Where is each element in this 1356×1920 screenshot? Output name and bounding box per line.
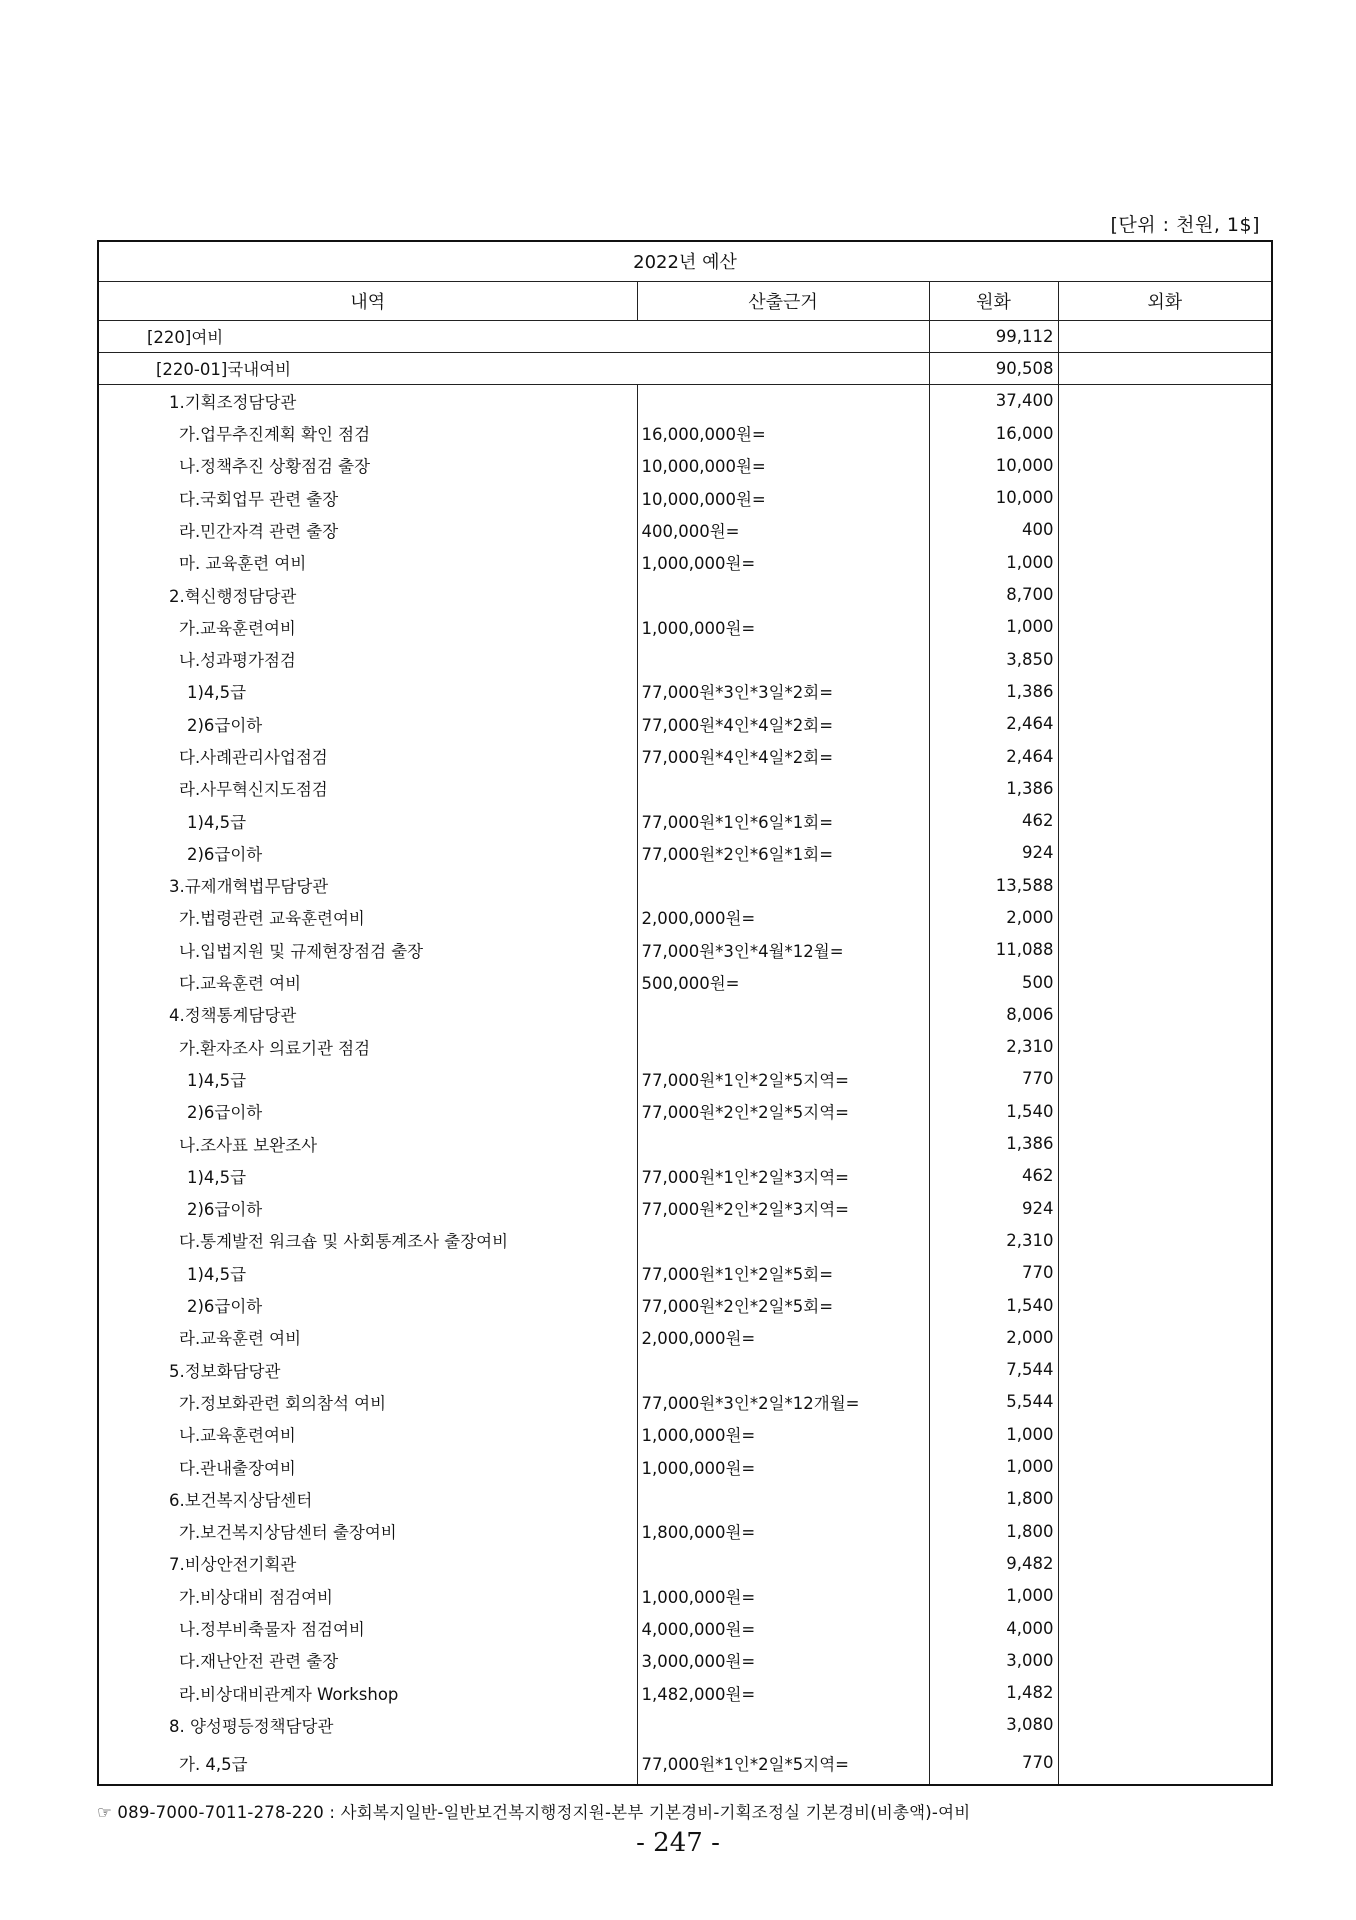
table-row bbox=[98, 1450, 1272, 1482]
row-basis: 10,000,000원= bbox=[637, 481, 929, 513]
row-foreign bbox=[1058, 966, 1272, 998]
table-row bbox=[98, 934, 1272, 966]
row-basis: 77,000원*1인*2일*5지역= bbox=[637, 1741, 929, 1785]
row-krw: 90,508 bbox=[929, 352, 1058, 384]
row-foreign bbox=[1058, 1386, 1272, 1418]
row-krw: 1,540 bbox=[929, 1095, 1058, 1127]
row-basis: 1,000,000원= bbox=[637, 611, 929, 643]
row-krw: 1,386 bbox=[929, 772, 1058, 804]
row-foreign bbox=[1058, 1160, 1272, 1192]
row-krw: 1,482 bbox=[929, 1676, 1058, 1708]
row-krw: 10,000 bbox=[929, 481, 1058, 513]
row-krw: 10,000 bbox=[929, 449, 1058, 481]
table-row bbox=[98, 1612, 1272, 1644]
table-row bbox=[98, 772, 1272, 804]
row-foreign bbox=[1058, 804, 1272, 836]
row-foreign bbox=[1058, 1095, 1272, 1127]
row-foreign bbox=[1058, 1192, 1272, 1224]
row-basis bbox=[637, 998, 929, 1030]
row-description: 1)4,5급 bbox=[98, 1063, 637, 1095]
row-description: 라.민간자격 관련 출장 bbox=[98, 514, 637, 546]
row-basis: 400,000원= bbox=[637, 514, 929, 546]
row-description: 다.관내출장여비 bbox=[98, 1450, 637, 1482]
row-basis bbox=[637, 1031, 929, 1063]
row-basis: 2,000,000원= bbox=[637, 901, 929, 933]
row-foreign bbox=[1058, 1483, 1272, 1515]
row-description: 나.성과평가점검 bbox=[98, 643, 637, 675]
row-description: [220]여비 bbox=[98, 320, 929, 352]
table-row bbox=[98, 1676, 1272, 1708]
row-basis: 1,482,000원= bbox=[637, 1676, 929, 1708]
table-row bbox=[98, 1321, 1272, 1353]
row-foreign bbox=[1058, 708, 1272, 740]
table-row bbox=[98, 352, 1272, 384]
row-krw: 8,006 bbox=[929, 998, 1058, 1030]
row-foreign bbox=[1058, 352, 1272, 384]
row-description: 가.보건복지상담센터 출장여비 bbox=[98, 1515, 637, 1547]
row-foreign bbox=[1058, 449, 1272, 481]
row-krw: 2,000 bbox=[929, 901, 1058, 933]
row-krw: 13,588 bbox=[929, 869, 1058, 901]
row-foreign bbox=[1058, 611, 1272, 643]
table-row bbox=[98, 804, 1272, 836]
row-foreign bbox=[1058, 772, 1272, 804]
row-foreign bbox=[1058, 578, 1272, 610]
table-row bbox=[98, 708, 1272, 740]
row-basis: 77,000원*1인*2일*5회= bbox=[637, 1257, 929, 1289]
table-row bbox=[98, 1386, 1272, 1418]
row-foreign bbox=[1058, 1580, 1272, 1612]
row-krw: 7,544 bbox=[929, 1354, 1058, 1386]
row-foreign bbox=[1058, 1450, 1272, 1482]
row-description: 가.업무추진계획 확인 점검 bbox=[98, 417, 637, 449]
table-row bbox=[98, 1224, 1272, 1256]
row-krw: 11,088 bbox=[929, 934, 1058, 966]
row-description: 나.조사표 보완조사 bbox=[98, 1127, 637, 1159]
row-krw: 500 bbox=[929, 966, 1058, 998]
row-foreign bbox=[1058, 1547, 1272, 1579]
table-row bbox=[98, 1709, 1272, 1741]
row-krw: 924 bbox=[929, 1192, 1058, 1224]
row-krw: 2,000 bbox=[929, 1321, 1058, 1353]
table-row bbox=[98, 1063, 1272, 1095]
table-row bbox=[98, 901, 1272, 933]
row-basis: 77,000원*3인*3일*2회= bbox=[637, 675, 929, 707]
row-krw: 462 bbox=[929, 1160, 1058, 1192]
row-description: 나.정부비축물자 점검여비 bbox=[98, 1612, 637, 1644]
row-basis: 3,000,000원= bbox=[637, 1644, 929, 1676]
row-basis bbox=[637, 385, 929, 417]
row-basis: 77,000원*2인*6일*1회= bbox=[637, 837, 929, 869]
unit-label: [단위 : 천원, 1$] bbox=[1110, 214, 1260, 236]
row-basis: 1,000,000원= bbox=[637, 1580, 929, 1612]
header-basis: 산출근거 bbox=[637, 281, 929, 320]
row-description: 1)4,5급 bbox=[98, 1257, 637, 1289]
table-row bbox=[98, 1418, 1272, 1450]
row-foreign bbox=[1058, 1063, 1272, 1095]
table-row bbox=[98, 320, 1272, 352]
row-foreign bbox=[1058, 320, 1272, 352]
row-krw: 1,000 bbox=[929, 546, 1058, 578]
row-foreign bbox=[1058, 385, 1272, 417]
row-basis: 77,000원*2인*2일*3지역= bbox=[637, 1192, 929, 1224]
header-description: 내역 bbox=[98, 281, 637, 320]
table-row bbox=[98, 1741, 1272, 1785]
row-krw: 2,310 bbox=[929, 1224, 1058, 1256]
table-row bbox=[98, 869, 1272, 901]
row-description: 5.정보화담당관 bbox=[98, 1354, 637, 1386]
header-krw: 원화 bbox=[929, 281, 1058, 320]
row-basis: 77,000원*3인*2일*12개월= bbox=[637, 1386, 929, 1418]
row-basis: 77,000원*2인*2일*5회= bbox=[637, 1289, 929, 1321]
row-foreign bbox=[1058, 1127, 1272, 1159]
row-foreign bbox=[1058, 1709, 1272, 1741]
row-krw: 1,386 bbox=[929, 1127, 1058, 1159]
row-description: 7.비상안전기획관 bbox=[98, 1547, 637, 1579]
row-krw: 1,000 bbox=[929, 1418, 1058, 1450]
row-krw: 16,000 bbox=[929, 417, 1058, 449]
table-row bbox=[98, 1192, 1272, 1224]
row-basis bbox=[637, 869, 929, 901]
row-description: 2)6급이하 bbox=[98, 1192, 637, 1224]
row-krw: 770 bbox=[929, 1741, 1058, 1785]
row-description: 가.교육훈련여비 bbox=[98, 611, 637, 643]
row-foreign bbox=[1058, 643, 1272, 675]
row-basis: 77,000원*2인*2일*5지역= bbox=[637, 1095, 929, 1127]
row-description: 나.교육훈련여비 bbox=[98, 1418, 637, 1450]
row-basis: 1,000,000원= bbox=[637, 1418, 929, 1450]
row-krw: 9,482 bbox=[929, 1547, 1058, 1579]
table-row bbox=[98, 1483, 1272, 1515]
row-krw: 99,112 bbox=[929, 320, 1058, 352]
row-basis: 4,000,000원= bbox=[637, 1612, 929, 1644]
row-krw: 462 bbox=[929, 804, 1058, 836]
row-description: 2)6급이하 bbox=[98, 708, 637, 740]
table-row bbox=[98, 740, 1272, 772]
table-row bbox=[98, 578, 1272, 610]
table-row bbox=[98, 1257, 1272, 1289]
table-row bbox=[98, 514, 1272, 546]
row-krw: 3,080 bbox=[929, 1709, 1058, 1741]
row-description: 가. 4,5급 bbox=[98, 1741, 637, 1785]
row-basis: 2,000,000원= bbox=[637, 1321, 929, 1353]
row-foreign bbox=[1058, 1515, 1272, 1547]
row-krw: 770 bbox=[929, 1257, 1058, 1289]
row-basis bbox=[637, 1483, 929, 1515]
row-basis: 77,000원*4인*4일*2회= bbox=[637, 740, 929, 772]
row-krw: 37,400 bbox=[929, 385, 1058, 417]
table-row bbox=[98, 1127, 1272, 1159]
table-row bbox=[98, 611, 1272, 643]
table-row bbox=[98, 1515, 1272, 1547]
row-basis bbox=[637, 1709, 929, 1741]
header-foreign: 외화 bbox=[1058, 281, 1272, 320]
row-foreign bbox=[1058, 1741, 1272, 1785]
row-description: 마. 교육훈련 여비 bbox=[98, 546, 637, 578]
table-row bbox=[98, 966, 1272, 998]
row-description: 8. 양성평등정책담당관 bbox=[98, 1709, 637, 1741]
row-krw: 1,800 bbox=[929, 1483, 1058, 1515]
row-description: 나.정책추진 상황점검 출장 bbox=[98, 449, 637, 481]
row-krw: 1,386 bbox=[929, 675, 1058, 707]
row-description: [220-01]국내여비 bbox=[98, 352, 929, 384]
row-foreign bbox=[1058, 1289, 1272, 1321]
table-row bbox=[98, 449, 1272, 481]
row-basis: 1,800,000원= bbox=[637, 1515, 929, 1547]
table-row bbox=[98, 1354, 1272, 1386]
row-description: 가.법령관련 교육훈련여비 bbox=[98, 901, 637, 933]
row-description: 라.사무혁신지도점검 bbox=[98, 772, 637, 804]
table-title: 2022년 예산 bbox=[98, 241, 1272, 281]
row-basis: 77,000원*3인*4월*12월= bbox=[637, 934, 929, 966]
table-row bbox=[98, 385, 1272, 417]
row-foreign bbox=[1058, 1418, 1272, 1450]
row-foreign bbox=[1058, 740, 1272, 772]
row-description: 다.통계발전 워크숍 및 사회통계조사 출장여비 bbox=[98, 1224, 637, 1256]
row-foreign bbox=[1058, 546, 1272, 578]
row-foreign bbox=[1058, 1257, 1272, 1289]
row-description: 6.보건복지상담센터 bbox=[98, 1483, 637, 1515]
row-krw: 1,000 bbox=[929, 1580, 1058, 1612]
row-foreign bbox=[1058, 998, 1272, 1030]
row-description: 1)4,5급 bbox=[98, 804, 637, 836]
table-row bbox=[98, 675, 1272, 707]
row-description: 4.정책통계담당관 bbox=[98, 998, 637, 1030]
row-description: 나.입법지원 및 규제현장점검 출장 bbox=[98, 934, 637, 966]
row-krw: 5,544 bbox=[929, 1386, 1058, 1418]
row-description: 라.비상대비관계자 Workshop bbox=[98, 1676, 637, 1708]
row-basis: 77,000원*1인*6일*1회= bbox=[637, 804, 929, 836]
row-krw: 2,464 bbox=[929, 740, 1058, 772]
row-krw: 400 bbox=[929, 514, 1058, 546]
row-foreign bbox=[1058, 934, 1272, 966]
budget-table bbox=[97, 240, 1273, 1786]
row-basis: 1,000,000원= bbox=[637, 1450, 929, 1482]
row-krw: 2,464 bbox=[929, 708, 1058, 740]
row-description: 2)6급이하 bbox=[98, 837, 637, 869]
row-foreign bbox=[1058, 1612, 1272, 1644]
row-description: 라.교육훈련 여비 bbox=[98, 1321, 637, 1353]
row-foreign bbox=[1058, 481, 1272, 513]
row-basis: 500,000원= bbox=[637, 966, 929, 998]
row-basis: 77,000원*1인*2일*5지역= bbox=[637, 1063, 929, 1095]
row-description: 다.재난안전 관련 출장 bbox=[98, 1644, 637, 1676]
row-basis bbox=[637, 578, 929, 610]
row-description: 가.환자조사 의료기관 점검 bbox=[98, 1031, 637, 1063]
row-foreign bbox=[1058, 417, 1272, 449]
footnote: ☞ 089-7000-7011-278-220 : 사회복지일반-일반보건복지행정지원-본부 기본경비-기획조정실 기본경비(비총액)-여비 bbox=[97, 1803, 971, 1822]
row-description: 1)4,5급 bbox=[98, 1160, 637, 1192]
table-row bbox=[98, 1160, 1272, 1192]
row-description: 2)6급이하 bbox=[98, 1095, 637, 1127]
row-description: 2)6급이하 bbox=[98, 1289, 637, 1321]
row-foreign bbox=[1058, 1321, 1272, 1353]
table-row bbox=[98, 1644, 1272, 1676]
table-row bbox=[98, 417, 1272, 449]
table-row bbox=[98, 481, 1272, 513]
row-foreign bbox=[1058, 1676, 1272, 1708]
row-krw: 1,000 bbox=[929, 1450, 1058, 1482]
table-row bbox=[98, 837, 1272, 869]
row-foreign bbox=[1058, 837, 1272, 869]
table-row bbox=[98, 643, 1272, 675]
row-krw: 4,000 bbox=[929, 1612, 1058, 1644]
row-krw: 1,800 bbox=[929, 1515, 1058, 1547]
row-foreign bbox=[1058, 1354, 1272, 1386]
table-row bbox=[98, 1289, 1272, 1321]
row-description: 가.정보화관련 회의참석 여비 bbox=[98, 1386, 637, 1418]
row-basis: 1,000,000원= bbox=[637, 546, 929, 578]
row-description: 1.기획조정담당관 bbox=[98, 385, 637, 417]
row-krw: 1,000 bbox=[929, 611, 1058, 643]
row-basis bbox=[637, 1547, 929, 1579]
row-foreign bbox=[1058, 869, 1272, 901]
table-row bbox=[98, 1095, 1272, 1127]
row-krw: 770 bbox=[929, 1063, 1058, 1095]
row-basis bbox=[637, 1354, 929, 1386]
row-description: 3.규제개혁법무담당관 bbox=[98, 869, 637, 901]
table-row bbox=[98, 1031, 1272, 1063]
row-basis: 77,000원*4인*4일*2회= bbox=[637, 708, 929, 740]
row-foreign bbox=[1058, 675, 1272, 707]
row-krw: 1,540 bbox=[929, 1289, 1058, 1321]
row-basis bbox=[637, 643, 929, 675]
row-krw: 924 bbox=[929, 837, 1058, 869]
table-row bbox=[98, 546, 1272, 578]
row-foreign bbox=[1058, 901, 1272, 933]
table-row bbox=[98, 998, 1272, 1030]
row-foreign bbox=[1058, 514, 1272, 546]
row-basis bbox=[637, 1224, 929, 1256]
row-foreign bbox=[1058, 1224, 1272, 1256]
row-basis bbox=[637, 1127, 929, 1159]
table-row bbox=[98, 1580, 1272, 1612]
row-basis: 77,000원*1인*2일*3지역= bbox=[637, 1160, 929, 1192]
row-description: 다.교육훈련 여비 bbox=[98, 966, 637, 998]
row-krw: 3,000 bbox=[929, 1644, 1058, 1676]
row-basis: 16,000,000원= bbox=[637, 417, 929, 449]
row-description: 다.사례관리사업점검 bbox=[98, 740, 637, 772]
row-foreign bbox=[1058, 1644, 1272, 1676]
row-foreign bbox=[1058, 1031, 1272, 1063]
table-row bbox=[98, 1547, 1272, 1579]
row-krw: 3,850 bbox=[929, 643, 1058, 675]
row-description: 2.혁신행정담당관 bbox=[98, 578, 637, 610]
row-krw: 2,310 bbox=[929, 1031, 1058, 1063]
row-krw: 8,700 bbox=[929, 578, 1058, 610]
page-number: - 247 - bbox=[636, 1828, 720, 1858]
row-basis bbox=[637, 772, 929, 804]
row-description: 1)4,5급 bbox=[98, 675, 637, 707]
row-description: 가.비상대비 점검여비 bbox=[98, 1580, 637, 1612]
row-basis: 10,000,000원= bbox=[637, 449, 929, 481]
row-description: 다.국회업무 관련 출장 bbox=[98, 481, 637, 513]
